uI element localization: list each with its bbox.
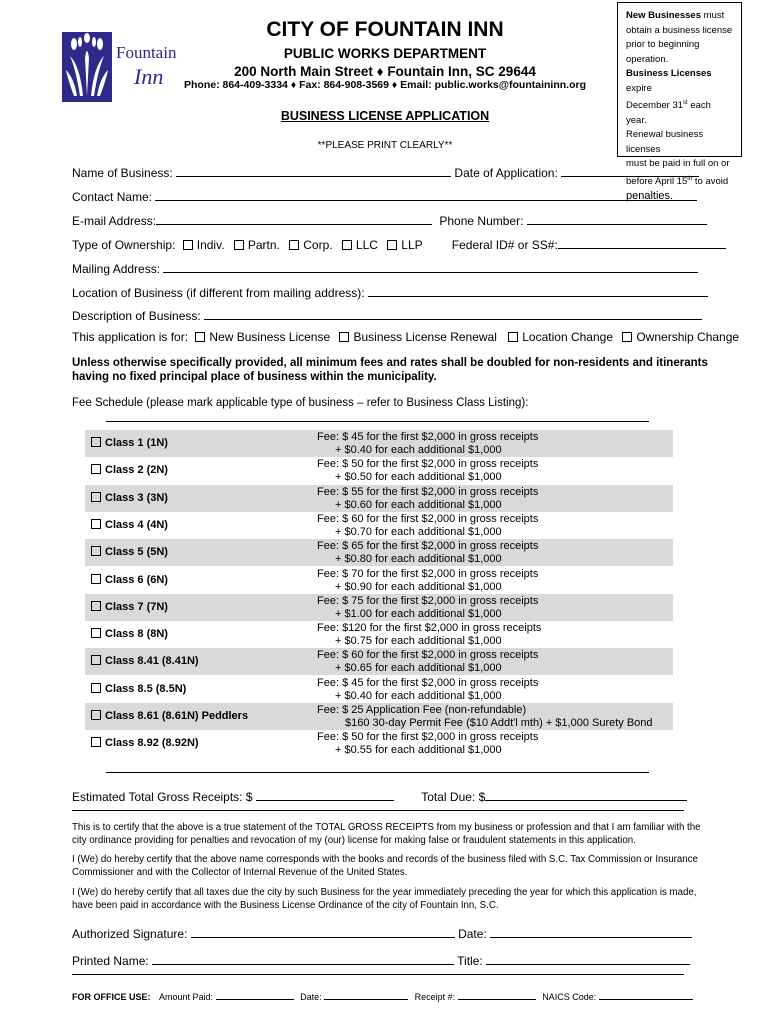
option-label: Partn. — [247, 238, 280, 252]
phone-label: Phone Number: — [439, 214, 524, 228]
fee-class-option[interactable] — [91, 737, 199, 749]
fee-class-row — [85, 594, 673, 621]
notice-text: before April 15 — [626, 175, 688, 187]
amount-paid-label: Amount Paid: — [159, 992, 214, 1002]
fee-class-option[interactable] — [91, 655, 199, 667]
form-title-text: BUSINESS LICENSE APPLICATION — [280, 109, 490, 123]
notice-sup: th — [687, 175, 693, 182]
fee-class-row — [85, 621, 673, 648]
fee-line-1: Fee: $ 45 for the first $2,000 in gross receipts — [317, 431, 539, 443]
business-name-field[interactable] — [176, 163, 451, 177]
checkbox[interactable] — [91, 628, 101, 638]
option-label: LLP — [401, 238, 423, 252]
fee-line-2: + $0.40 for each additional $1,000 — [335, 689, 502, 702]
fee-class-label: Class 8.61 (8.61N) Peddlers — [105, 710, 249, 722]
fee-line-2: + $1.00 for each additional $1,000 — [335, 607, 502, 620]
printed-name-label: Printed Name: — [72, 954, 149, 968]
notice-business-licenses: Business Licenses — [626, 68, 712, 79]
phone-field[interactable] — [527, 211, 707, 225]
notice-text: to avoid — [694, 175, 729, 187]
fee-line-1: Fee: $120 for the first $2,000 in gross receipts — [317, 622, 542, 635]
fee-line-2: $160 30-day Permit Fee ($10 Addt'l mth) + $1,000 Surety Bond — [345, 717, 653, 729]
naics-label: NAICS Code: — [542, 992, 597, 1002]
checkbox[interactable] — [195, 332, 205, 342]
totals-row — [72, 787, 687, 804]
city-title: CITY OF FOUNTAIN INN — [266, 18, 504, 41]
fee-class-option[interactable] — [91, 601, 168, 613]
ownership-option[interactable] — [234, 238, 280, 252]
fee-class-label: Class 5 (5N) — [105, 546, 168, 559]
fee-class-row — [85, 512, 673, 539]
checkbox[interactable] — [342, 240, 352, 250]
fee-line-1: Fee: $ 65 for the first $2,000 in gross receipts — [317, 540, 539, 553]
notice-sup: st — [683, 100, 688, 106]
receipt-field[interactable] — [458, 990, 536, 1000]
fee-line-2: + $0.50 for each additional $1,000 — [335, 471, 502, 484]
fee-class-label: Class 1 (1N) — [105, 437, 168, 449]
fee-line-2: + $0.80 for each additional $1,000 — [335, 553, 502, 566]
description-field[interactable] — [204, 306, 702, 320]
office-date-field[interactable] — [324, 990, 408, 1000]
checkbox[interactable] — [91, 683, 101, 693]
fee-line-1: Fee: $ 60 for the first $2,000 in gross receipts — [317, 512, 539, 525]
fee-class-option[interactable] — [91, 519, 168, 531]
location-field[interactable] — [368, 283, 708, 297]
ownership-row — [72, 235, 726, 252]
form-title — [0, 109, 770, 123]
fee-schedule-label: Fee Schedule (please mark applicable type of business – refer to Business Class Listing): — [72, 397, 529, 409]
checkbox[interactable] — [91, 710, 101, 720]
fee-class-row — [85, 567, 673, 594]
gross-receipts-label: Estimated Total Gross Receipts: $ — [72, 790, 253, 804]
contact-name-field[interactable] — [155, 187, 697, 201]
fee-line-2: + $0.60 for each additional $1,000 — [335, 498, 502, 511]
printed-name-row — [72, 951, 690, 968]
fee-class-row — [85, 539, 673, 566]
checkbox[interactable] — [91, 655, 101, 665]
notice-text: obtain a business license — [626, 24, 733, 36]
logo-word: Inn — [134, 64, 164, 89]
fee-line-2: + $0.75 for each additional $1,000 — [335, 635, 502, 648]
option-label: LLC — [355, 238, 378, 252]
fee-line-1: Fee: $ 50 for the first $2,000 in gross receipts — [317, 731, 539, 744]
certify-paragraph-2: I (We) do hereby certify that the above name corresponds with the books and records of the business filed with S.C. Tax Commission or Insurance Commissioner and with the Collector of Internal Revenue of the United States. — [72, 854, 698, 878]
office-date-label: Date: — [300, 992, 322, 1002]
checkbox[interactable] — [91, 601, 101, 611]
date-application-field[interactable] — [561, 163, 699, 177]
business-name-label: Name of Business: — [72, 166, 173, 180]
print-note: **PLEASE PRINT CLEARLY** — [317, 140, 453, 151]
fee-class-label: Class 7 (7N) — [105, 600, 168, 613]
fee-line-1: Fee: $ 70 for the first $2,000 in gross receipts — [317, 567, 539, 580]
divider — [106, 421, 649, 422]
checkbox[interactable] — [91, 519, 101, 529]
address-line: 200 North Main Street ♦ Fountain Inn, SC 29644 — [234, 64, 536, 79]
fee-class-row — [85, 648, 673, 675]
checkbox[interactable] — [234, 240, 244, 250]
fee-class-label: Class 4 (4N) — [105, 518, 168, 531]
divider — [72, 810, 684, 811]
notice-new-businesses: New Businesses — [626, 10, 701, 21]
contact-line: Phone: 864-409-3334 ♦ Fax: 864-908-3569 ♦ Email: public.works@fountaininn.org — [184, 79, 586, 91]
printed-name-field[interactable] — [152, 951, 454, 965]
email-label: E-mail Address: — [72, 214, 157, 228]
divider — [72, 974, 684, 975]
title-label: Title: — [457, 954, 483, 968]
checkbox[interactable] — [91, 546, 101, 556]
app-option[interactable] — [195, 330, 330, 344]
signature-row — [72, 924, 692, 941]
fee-class-row — [85, 485, 673, 512]
notice-text: each year. — [626, 100, 711, 126]
notice-text: expire — [626, 82, 652, 94]
option-label: Indiv. — [196, 238, 225, 252]
checkbox[interactable] — [289, 240, 299, 250]
notice-text: penalties. — [626, 190, 674, 203]
fee-line-2: + $0.55 for each additional $1,000 — [335, 744, 502, 757]
signature-date-field[interactable] — [490, 924, 692, 938]
app-option[interactable] — [339, 330, 496, 344]
checkbox[interactable] — [91, 737, 101, 747]
title-field[interactable] — [486, 951, 690, 965]
office-use-row — [72, 990, 693, 1002]
app-option[interactable] — [622, 330, 739, 344]
option-label: New Business License — [209, 330, 331, 344]
fee-line-2: + $0.40 for each additional $1,000 — [335, 444, 502, 456]
business-name-row — [72, 163, 699, 180]
checkbox[interactable] — [339, 332, 349, 342]
office-use-label: FOR OFFICE USE: — [72, 992, 151, 1002]
amount-paid-field[interactable] — [216, 990, 294, 1000]
contact-name-label: Contact Name: — [72, 190, 153, 204]
option-label: Business License Renewal — [353, 330, 497, 344]
auth-signature-field[interactable] — [191, 924, 455, 938]
checkbox[interactable] — [91, 492, 101, 502]
fee-line-2: + $0.65 for each additional $1,000 — [335, 662, 502, 675]
contact-name-row — [72, 187, 697, 204]
fee-class-option[interactable] — [91, 437, 168, 449]
auth-signature-label: Authorized Signature: — [72, 927, 188, 941]
fee-line-1: Fee: $ 75 for the first $2,000 in gross receipts — [317, 594, 539, 607]
checkbox[interactable] — [91, 574, 101, 584]
fee-class-option[interactable] — [91, 574, 168, 586]
application-type-row — [72, 330, 739, 344]
fee-class-option[interactable] — [91, 464, 168, 476]
total-due-label: Total Due: $ — [421, 790, 486, 804]
notice-text: must be paid in full on or — [626, 158, 730, 170]
notice-text: Renewal business licenses — [626, 129, 704, 155]
fee-class-label: Class 3 (3N) — [105, 491, 168, 504]
fee-class-label: Class 8.5 (8.5N) — [105, 682, 187, 695]
fee-class-option[interactable] — [91, 492, 168, 504]
ownership-option[interactable] — [183, 238, 225, 252]
receipt-label: Receipt #: — [414, 992, 456, 1002]
mailing-row — [72, 259, 698, 276]
federal-id-label: Federal ID# or SS#: — [451, 238, 558, 252]
fee-line-1: Fee: $ 45 for the first $2,000 in gross receipts — [317, 676, 539, 689]
fee-class-row — [85, 430, 673, 457]
app-option[interactable] — [508, 330, 613, 344]
fee-class-option[interactable] — [91, 683, 186, 695]
email-phone-row — [72, 211, 707, 228]
fee-line-1: Fee: $ 55 for the first $2,000 in gross receipts — [317, 485, 539, 498]
fee-line-2: + $0.90 for each additional $1,000 — [335, 580, 502, 593]
checkbox[interactable] — [183, 240, 193, 250]
fee-class-row — [85, 457, 673, 484]
checkbox[interactable] — [91, 464, 101, 474]
certify-paragraph-3: I (We) do hereby certify that all taxes due the city by such Business for the year immediately preceding the year for which this application is made, have been paid in accordance with the Business License Ordinance of the city of Fountain Inn, S.C. — [72, 887, 697, 911]
fee-class-label: Class 8.92 (8.92N) — [105, 737, 199, 750]
option-label: Corp. — [303, 238, 333, 252]
fee-line-1: Fee: $ 50 for the first $2,000 in gross receipts — [317, 458, 539, 471]
mailing-label: Mailing Address: — [72, 262, 161, 276]
email-field[interactable] — [156, 211, 432, 225]
certify-paragraph-1: This is to certify that the above is a true statement of the TOTAL GROSS RECEIPTS from my business or profession and that I am familiar with the city ordinance providing for penalties and revocation of my (our) license for making false or fraudulent statements in this application. — [72, 822, 701, 846]
ownership-label: Type of Ownership: — [72, 238, 176, 252]
fee-class-label: Class 6 (6N) — [105, 573, 168, 586]
application-type-label: This application is for: — [72, 330, 189, 344]
fee-line-1: Fee: $ 25 Application Fee (non-refundable) — [317, 704, 527, 716]
gross-receipts-field[interactable] — [256, 787, 394, 801]
ownership-option[interactable] — [289, 238, 332, 252]
fee-class-option[interactable] — [91, 546, 168, 558]
notice-text: December 31 — [626, 100, 684, 112]
signature-date-label: Date: — [458, 927, 487, 941]
mailing-field[interactable] — [163, 259, 698, 273]
naics-field[interactable] — [599, 990, 693, 1000]
federal-id-field[interactable] — [558, 235, 726, 249]
fee-class-label: Class 8 (8N) — [105, 628, 168, 641]
fee-class-row — [85, 703, 673, 730]
notice-text: must — [703, 10, 725, 21]
fee-class-row — [85, 676, 673, 703]
checkbox[interactable] — [622, 332, 632, 342]
fee-line-1: Fee: $ 60 for the first $2,000 in gross receipts — [317, 649, 539, 662]
option-label: Ownership Change — [636, 330, 740, 344]
fee-class-row — [85, 730, 673, 757]
date-application-label: Date of Application: — [454, 166, 558, 180]
checkbox[interactable] — [387, 240, 397, 250]
fee-line-2: + $0.70 for each additional $1,000 — [335, 525, 502, 538]
logo-word: Fountain — [116, 43, 177, 62]
description-label: Description of Business: — [72, 309, 201, 323]
location-label: Location of Business (if different from mailing address): — [72, 286, 365, 300]
ownership-option[interactable] — [387, 238, 422, 252]
fee-class-label: Class 2 (2N) — [105, 464, 168, 477]
department-title: PUBLIC WORKS DEPARTMENT — [283, 46, 487, 61]
checkbox[interactable] — [91, 437, 101, 447]
checkbox[interactable] — [508, 332, 518, 342]
fee-class-option[interactable] — [91, 710, 248, 722]
total-due-field[interactable] — [485, 787, 687, 801]
fee-class-label: Class 8.41 (8.41N) — [105, 655, 199, 668]
ownership-option[interactable] — [342, 238, 378, 252]
location-row — [72, 283, 708, 300]
notice-text: prior to beginning — [626, 39, 700, 50]
option-label: Location Change — [522, 330, 613, 344]
notice-text: operation. — [626, 53, 669, 65]
fees-doubled-notice: Unless otherwise specifically provided, all minimum fees and rates shall be doubled for non-residents and itinerants having no fixed principal place of business within the municipality. — [72, 357, 708, 383]
divider — [106, 772, 649, 773]
fee-class-option[interactable] — [91, 628, 168, 640]
description-row — [72, 306, 702, 323]
